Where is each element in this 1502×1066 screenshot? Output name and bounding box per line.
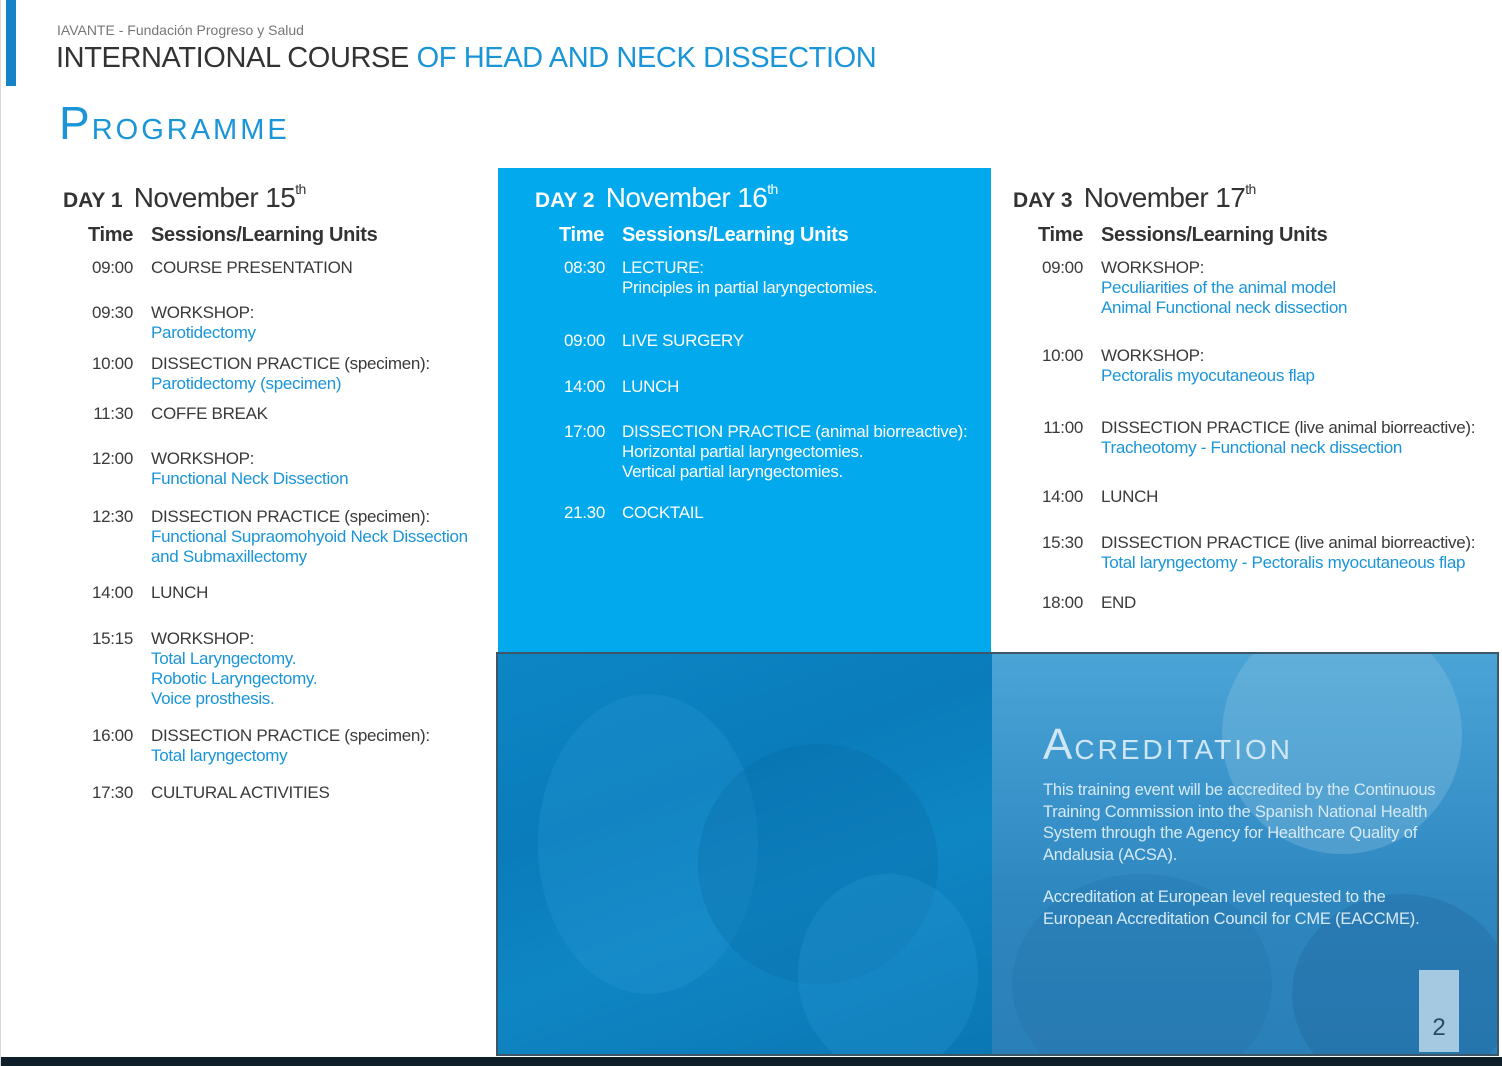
session-detail: Parotidectomy	[151, 323, 256, 342]
session-time: 10:00	[91, 354, 133, 373]
session-title: LUNCH	[622, 377, 680, 396]
session-title: LUNCH	[151, 583, 209, 602]
session-body	[151, 629, 317, 709]
session-title: WORKSHOP:	[151, 629, 255, 648]
session-time: 12:30	[91, 507, 133, 526]
session-body	[151, 726, 430, 766]
session-time: 15:15	[91, 629, 133, 648]
accreditation-text	[1043, 780, 1443, 951]
day1-heading	[63, 182, 306, 214]
session-title: DISSECTION PRACTICE (specimen):	[151, 507, 430, 526]
day3-label: DAY 3	[1013, 189, 1073, 212]
session-body	[1101, 593, 1136, 613]
session-time: 09:00	[563, 331, 605, 350]
session-title: WORKSHOP:	[151, 303, 255, 322]
session-time: 14:00	[563, 377, 605, 396]
day1-label: DAY 1	[63, 189, 123, 212]
session-title: WORKSHOP:	[1101, 258, 1205, 277]
session-title: LECTURE:	[622, 258, 704, 277]
sessions-header: Sessions/Learning Units	[151, 224, 378, 246]
session-title: DISSECTION PRACTICE (specimen):	[151, 726, 430, 745]
accreditation-title-rest: CREDITATION	[1074, 734, 1293, 765]
session-time: 14:00	[91, 583, 133, 602]
session-detail: Total laryngectomy - Pectoralis myocutaneous flap	[1101, 553, 1466, 572]
day2-heading	[535, 182, 778, 214]
day2-column-headers	[559, 224, 849, 247]
sessions-header: Sessions/Learning Units	[622, 224, 849, 246]
section-title-rest: ROGRAMME	[91, 114, 290, 146]
session-body	[1101, 487, 1158, 507]
session-body	[151, 303, 256, 343]
sessions-header: Sessions/Learning Units	[1101, 224, 1328, 246]
session-body	[151, 783, 330, 803]
session-body	[151, 258, 352, 278]
header-accent-bar	[6, 0, 16, 86]
session-detail: Horizontal partial laryngectomies.	[622, 442, 864, 461]
section-title	[59, 96, 290, 150]
session-detail: and Submaxillectomy	[151, 547, 307, 566]
session-detail: Peculiarities of the animal model	[1101, 278, 1336, 297]
day2-column	[498, 168, 991, 654]
session-body	[622, 377, 679, 397]
day3-date: November 17	[1083, 182, 1246, 213]
time-header: Time	[1038, 224, 1084, 246]
session-detail: Animal Functional neck dissection	[1101, 298, 1348, 317]
session-time: 09:00	[91, 258, 133, 277]
course-title-highlight: OF HEAD AND NECK DISSECTION	[416, 42, 877, 74]
section-title-initial: P	[59, 97, 92, 149]
session-body	[1101, 418, 1475, 458]
session-time: 10:00	[1041, 346, 1083, 365]
day2-date: November 16	[605, 182, 768, 213]
session-time: 17:30	[91, 783, 133, 802]
course-title	[56, 42, 876, 75]
session-title: END	[1101, 593, 1136, 612]
session-title: COCKTAIL	[622, 503, 704, 522]
course-title-prefix: INTERNATIONAL COURSE	[56, 42, 417, 74]
session-body	[622, 258, 877, 298]
session-title: CULTURAL ACTIVITIES	[151, 783, 330, 802]
day1-date-suffix: th	[295, 181, 306, 197]
session-detail: Voice prosthesis.	[151, 689, 275, 708]
session-time: 09:30	[91, 303, 133, 322]
bottom-bar	[1, 1057, 1502, 1066]
session-body	[1101, 346, 1315, 386]
session-title: DISSECTION PRACTICE (animal biorreactive):	[622, 422, 968, 441]
session-title: COFFE BREAK	[151, 404, 268, 423]
session-title: DISSECTION PRACTICE (live animal biorreactive):	[1101, 418, 1476, 437]
session-detail: Robotic Laryngectomy.	[151, 669, 318, 688]
session-time: 16:00	[91, 726, 133, 745]
session-time: 15:30	[1041, 533, 1083, 552]
session-title: DISSECTION PRACTICE (specimen):	[151, 354, 430, 373]
session-time: 17:00	[563, 422, 605, 441]
session-body	[151, 404, 268, 424]
day1-date: November 15	[133, 182, 296, 213]
session-body	[622, 422, 967, 482]
session-body	[151, 583, 208, 603]
session-body	[151, 449, 348, 489]
session-detail: Tracheotomy - Functional neck dissection	[1101, 438, 1403, 457]
session-time: 18:00	[1041, 593, 1083, 612]
session-detail: Functional Supraomohyoid Neck Dissection	[151, 527, 468, 546]
time-header: Time	[88, 224, 134, 246]
session-title: WORKSHOP:	[151, 449, 255, 468]
session-body	[622, 503, 703, 523]
accreditation-paragraph: Accreditation at European level requested to the European Accreditation Council for CME (EACCME).	[1043, 888, 1420, 928]
session-body	[622, 331, 744, 351]
session-detail: Principles in partial laryngectomies.	[622, 278, 878, 297]
page-number: 2	[1419, 970, 1459, 1052]
organization-name: IAVANTE - Fundación Progreso y Salud	[57, 22, 304, 38]
session-time: 12:00	[91, 449, 133, 468]
session-time: 14:00	[1041, 487, 1083, 506]
session-detail: Pectoralis myocutaneous flap	[1101, 366, 1315, 385]
session-detail: Total laryngectomy	[151, 746, 288, 765]
day3-date-suffix: th	[1245, 181, 1256, 197]
session-time: 11:30	[93, 404, 133, 423]
session-title: WORKSHOP:	[1101, 346, 1205, 365]
session-time: 11:00	[1043, 418, 1083, 437]
session-time: 08:30	[563, 258, 605, 277]
session-body	[151, 354, 430, 394]
session-body	[1101, 258, 1347, 318]
accreditation-title	[1043, 720, 1293, 770]
surgery-photo	[496, 652, 1499, 1056]
session-title: LUNCH	[1101, 487, 1159, 506]
day2-date-suffix: th	[767, 181, 778, 197]
session-title: COURSE PRESENTATION	[151, 258, 353, 277]
session-title: LIVE SURGERY	[622, 331, 744, 350]
session-body	[151, 507, 468, 567]
session-detail: Functional Neck Dissection	[151, 469, 349, 488]
time-header: Time	[559, 224, 605, 246]
session-time: 09:00	[1041, 258, 1083, 277]
photo-left-panel	[498, 654, 992, 1054]
day3-heading	[1013, 182, 1256, 214]
session-title: DISSECTION PRACTICE (live animal biorreactive):	[1101, 533, 1476, 552]
day2-label: DAY 2	[535, 189, 595, 212]
day3-column-headers	[1038, 224, 1328, 247]
accreditation-title-initial: A	[1043, 720, 1075, 769]
session-body	[1101, 533, 1475, 573]
session-detail: Total Laryngectomy.	[151, 649, 297, 668]
session-time: 21.30	[563, 503, 605, 522]
session-detail: Vertical partial laryngectomies.	[622, 462, 843, 481]
day1-column-headers	[88, 224, 378, 247]
accreditation-paragraph: This training event will be accredited by the Continuous Training Commission into the Spanish National Health System through the Agency for Healthcare Quality of Andalusia (ACSA).	[1043, 781, 1436, 864]
session-detail: Parotidectomy (specimen)	[151, 374, 342, 393]
